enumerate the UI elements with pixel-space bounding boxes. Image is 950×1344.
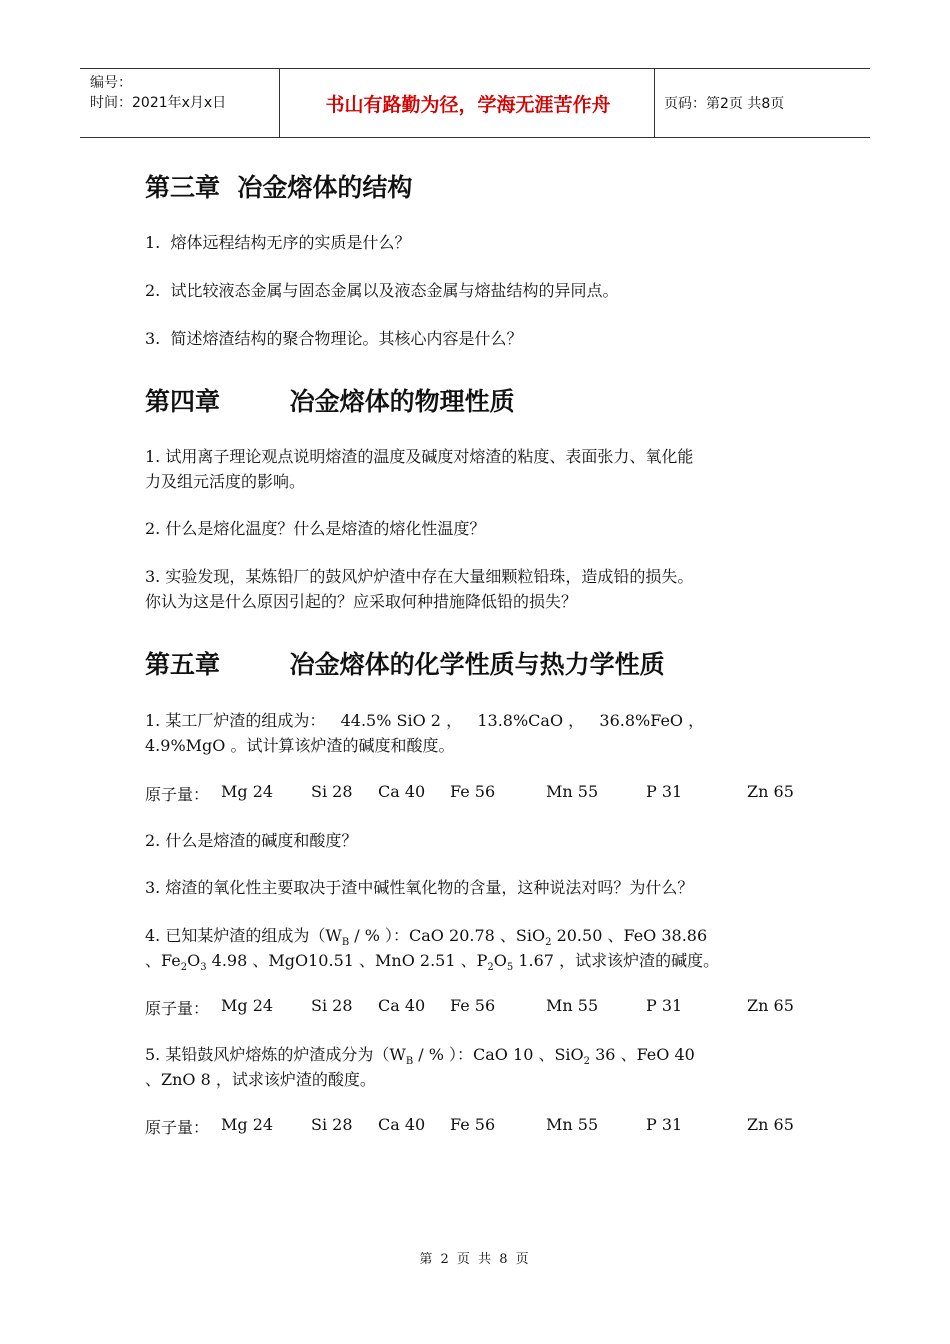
q4-subscript-o3: 3 (200, 962, 207, 974)
atomic-weight-zn: Zn 65 (747, 782, 794, 801)
chapter-3-title: 第三章 冶金熔体的结构 (145, 173, 413, 202)
q4-text-e: O (187, 951, 201, 970)
ch5-question-4-line-2 (145, 949, 719, 980)
atomic-weight-si: Si 28 (311, 996, 353, 1015)
atomic-weight-p: P 31 (646, 782, 683, 801)
atomic-weight-mg: Mg 24 (221, 1115, 274, 1134)
ch4-question-2: 2. 什么是熔化温度？什么是熔渣的熔化性温度？ (145, 519, 486, 538)
q4-text-d: 、Fe (145, 951, 181, 970)
q4-text-h: 1.67 ，试求该炉渣的碱度。 (513, 951, 720, 970)
ch4-question-1-line-2: 力及组元活度的影响。 (145, 472, 306, 491)
atomic-weight-zn: Zn 65 (747, 1115, 794, 1134)
ch4-question-1-line-1: 1. 试用离子理论观点说明熔渣的温度及碱度对熔渣的粘度、表面张力、氧化能 (145, 447, 694, 466)
ch3-question-1: 1. 熔体远程结构无序的实质是什么？ (145, 233, 411, 252)
atomic-weight-p: P 31 (646, 1115, 683, 1134)
atomic-weight-zn: Zn 65 (747, 996, 794, 1015)
ch5-question-2: 2. 什么是熔渣的碱度和酸度？ (145, 831, 358, 850)
atomic-weights-label: 原子量： (145, 1118, 210, 1137)
atomic-weight-p: P 31 (646, 996, 683, 1015)
ch4-question-3-line-1: 3. 实验发现，某炼铅厂的鼓风炉炉渣中存在大量细颗粒铅珠，造成铅的损失。 (145, 567, 694, 586)
ch5-question-3: 3. 熔渣的氧化性主要取决于渣中碱性氧化物的含量，这种说法对吗？为什么？ (145, 878, 694, 897)
q5-text-c: 36 、FeO 40 (590, 1045, 695, 1064)
atomic-weight-si: Si 28 (311, 782, 353, 801)
q5-text-a: 5. 某铅鼓风炉熔炼的炉渣成分为（W (145, 1045, 406, 1064)
time-label: 时间：2021年x月x日 (90, 95, 227, 111)
ch4-question-3-line-2: 你认为这是什么原因引起的？应采取何种措施降低铅的损失？ (145, 592, 578, 611)
atomic-weight-ca: Ca 40 (378, 782, 426, 801)
ch3-question-2: 2. 试比较液态金属与固态金属以及液态金属与熔盐结构的异同点。 (145, 281, 619, 300)
header-motto: 书山有路勤为径，学海无涯苦作舟 (282, 69, 655, 137)
header-meta (80, 69, 280, 137)
q4-text-f: 4.98 、MgO10.51 、MnO 2.51 、P (206, 951, 488, 970)
atomic-weight-mn: Mn 55 (546, 996, 599, 1015)
chapter-4-title: 第四章 冶金熔体的物理性质 (145, 387, 515, 416)
header-page-info: 页码：第2页 共8页 (664, 96, 785, 112)
page-footer: 第 2 页 共 8 页 (419, 1252, 531, 1267)
atomic-weight-fe: Fe 56 (450, 782, 496, 801)
page-header (80, 68, 870, 138)
atomic-weight-mn: Mn 55 (546, 782, 599, 801)
q4-subscript-o5: 5 (506, 962, 514, 974)
atomic-weight-fe: Fe 56 (450, 996, 496, 1015)
atomic-weight-fe: Fe 56 (450, 1115, 496, 1134)
ch5-question-5-line-2: 、ZnO 8 ，试求该炉渣的酸度。 (145, 1070, 376, 1089)
q4-text-c: 20.50 、FeO 38.86 (551, 926, 708, 945)
atomic-weight-ca: Ca 40 (378, 1115, 426, 1134)
q4-subscript-p2: 2 (487, 962, 494, 974)
atomic-weights-label: 原子量： (145, 785, 210, 804)
ch5-question-1-line-2: 4.9%MgO 。试计算该炉渣的碱度和酸度。 (145, 736, 455, 755)
q4-text-a: 4. 已知某炉渣的组成为（W (145, 926, 342, 945)
q5-subscript-2: 2 (583, 1056, 591, 1068)
q4-subscript-fe2: 2 (180, 962, 188, 974)
atomic-weights-row-2 (145, 996, 805, 1020)
atomic-weight-ca: Ca 40 (378, 996, 426, 1015)
ch3-question-3: 3. 简述熔渣结构的聚合物理论。其核心内容是什么？ (145, 329, 523, 348)
number-label: 编号： (90, 75, 132, 91)
atomic-weights-row-3 (145, 1115, 805, 1139)
atomic-weight-si: Si 28 (311, 1115, 353, 1134)
atomic-weight-mg: Mg 24 (221, 996, 274, 1015)
atomic-weight-mn: Mn 55 (546, 1115, 599, 1134)
atomic-weight-mg: Mg 24 (221, 782, 274, 801)
chapter-5-title: 第五章 冶金熔体的化学性质与热力学性质 (145, 650, 665, 679)
q5-subscript-b: B (405, 1056, 414, 1068)
q4-text-g: O (493, 951, 507, 970)
atomic-weights-row-1 (145, 782, 805, 806)
atomic-weights-label: 原子量： (145, 999, 210, 1018)
q5-text-b: / % ）：CaO 10 、SiO (413, 1045, 584, 1064)
q4-subscript-b: B (341, 937, 350, 949)
ch5-question-1-line-1: 1. 某工厂炉渣的组成为： 44.5% SiO 2 ， 13.8%CaO ， 36.8%FeO ， (145, 711, 705, 730)
q4-subscript-2: 2 (545, 937, 552, 949)
q4-text-b: / % ）：CaO 20.78 、SiO (349, 926, 546, 945)
